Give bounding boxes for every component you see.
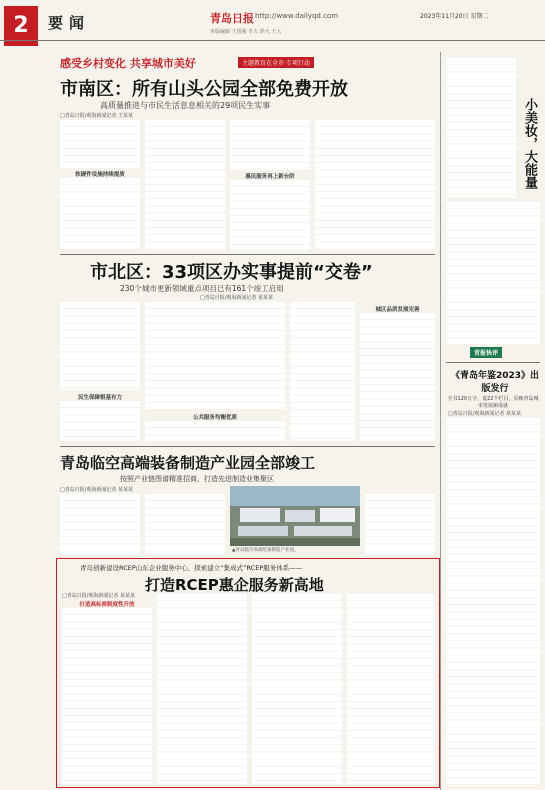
story1-body-col4	[315, 120, 435, 250]
story2-body-col2	[145, 302, 285, 410]
story2-body-col3	[290, 302, 355, 441]
story2-subheading: 230个城市更新领域重点项目已有161个竣工启用	[120, 284, 284, 293]
site-url[interactable]: http://www.dailyqd.com	[255, 12, 339, 20]
story1-subhead-a: 软硬件设施持续提质	[75, 172, 125, 178]
column-title: 小美妆，大能量	[522, 98, 537, 189]
story1-body-col1b	[60, 178, 140, 250]
story4-body-col4	[347, 594, 435, 784]
story2-body-col1	[60, 302, 140, 390]
section-title: 要闻	[48, 14, 91, 32]
issue-date: 2023年11月20日 星期二	[420, 13, 489, 20]
sidebar-commentary-text	[446, 58, 516, 198]
story2-body-col1b	[60, 401, 140, 441]
newspaper-logo: 青岛日报	[210, 12, 254, 25]
story1-body-col3b	[230, 180, 310, 250]
story1-subhead-b: 惠民服务再上新台阶	[245, 174, 295, 180]
divider	[60, 254, 435, 255]
story2-body-col4	[360, 313, 435, 441]
story2-byline: □青岛日报/观海新闻记者 某某某	[200, 295, 273, 301]
sidebar-commentary-text-2	[446, 202, 540, 344]
editor-line: 本版编辑 王国强 李大 徐大 王大	[210, 29, 282, 35]
story2-body-col2b	[145, 421, 285, 441]
story2-subhead-b: 公共服务均衡优质	[192, 415, 237, 421]
divider	[60, 446, 435, 447]
header-rule	[0, 40, 545, 41]
story4-body-col3	[252, 594, 342, 784]
sidebar-news-subtitle: 全书120万字，设22个栏目，反映青岛城市发展新成就	[447, 396, 539, 409]
story2-subhead-a: 民生保障根基有力	[77, 395, 122, 401]
story2-subhead-c: 城区品质发展完善	[375, 307, 420, 313]
story4-body-col1	[62, 608, 152, 784]
industrial-park-photo	[230, 486, 360, 546]
sidebar-rule	[440, 52, 441, 790]
story2-headline: 市北区：33项区办实事提前“交卷”	[90, 262, 373, 283]
story3-subheading: 按照产业链图谱精准招商，打造先进制造业集聚区	[120, 475, 274, 483]
page-number: 2	[4, 6, 38, 46]
masthead	[0, 0, 545, 52]
topic-banner	[40, 52, 380, 72]
story1-subheading: 高质量推进与市民生活息息相关的29项民生实事	[100, 101, 271, 110]
story1-body-col3	[230, 120, 310, 170]
story1-headline: 市南区：所有山头公园全部免费开放	[60, 79, 348, 100]
story4-headline: 打造RCEP惠企服务新高地	[145, 576, 324, 594]
story3-byline: □青岛日报/观海新闻记者 某某某	[60, 487, 133, 493]
story3-headline: 青岛临空高端装备制造产业园全部竣工	[60, 454, 316, 472]
sidebar-news-byline: □青岛日报/观海新闻记者 某某某	[448, 411, 521, 417]
story4-body-col2	[157, 594, 247, 784]
banner-headline: 感受乡村变化 共享城市美好	[60, 57, 196, 70]
story3-body-col1	[60, 494, 140, 554]
sidebar-news-title: 《青岛年鉴2023》出版发行	[450, 371, 540, 394]
sidebar-news-body	[446, 418, 540, 786]
story1-body-col2	[145, 120, 225, 250]
story4-overhead: 青岛创新建设RCEP山东企业服务中心，探索建立“集成式”RCEP服务体系——	[80, 564, 303, 572]
photo-caption: ▲青岛临空高端装备制造产业园。	[232, 548, 299, 553]
story4-byline: □青岛日报/观海新闻记者 某某某	[62, 593, 135, 599]
story4-subhead-a: 打造高标准制度性开放	[79, 602, 135, 608]
banner-tag: 主题教育在全市·专项行动	[238, 57, 314, 68]
story1-body-col1	[60, 120, 140, 168]
green-column-tag: 青报快评	[470, 347, 502, 358]
story3-body-col4	[365, 494, 435, 554]
story3-body-col2	[145, 494, 225, 554]
divider	[446, 362, 540, 363]
story1-byline: □青岛日报/观海新闻记者 王某某	[60, 113, 133, 119]
